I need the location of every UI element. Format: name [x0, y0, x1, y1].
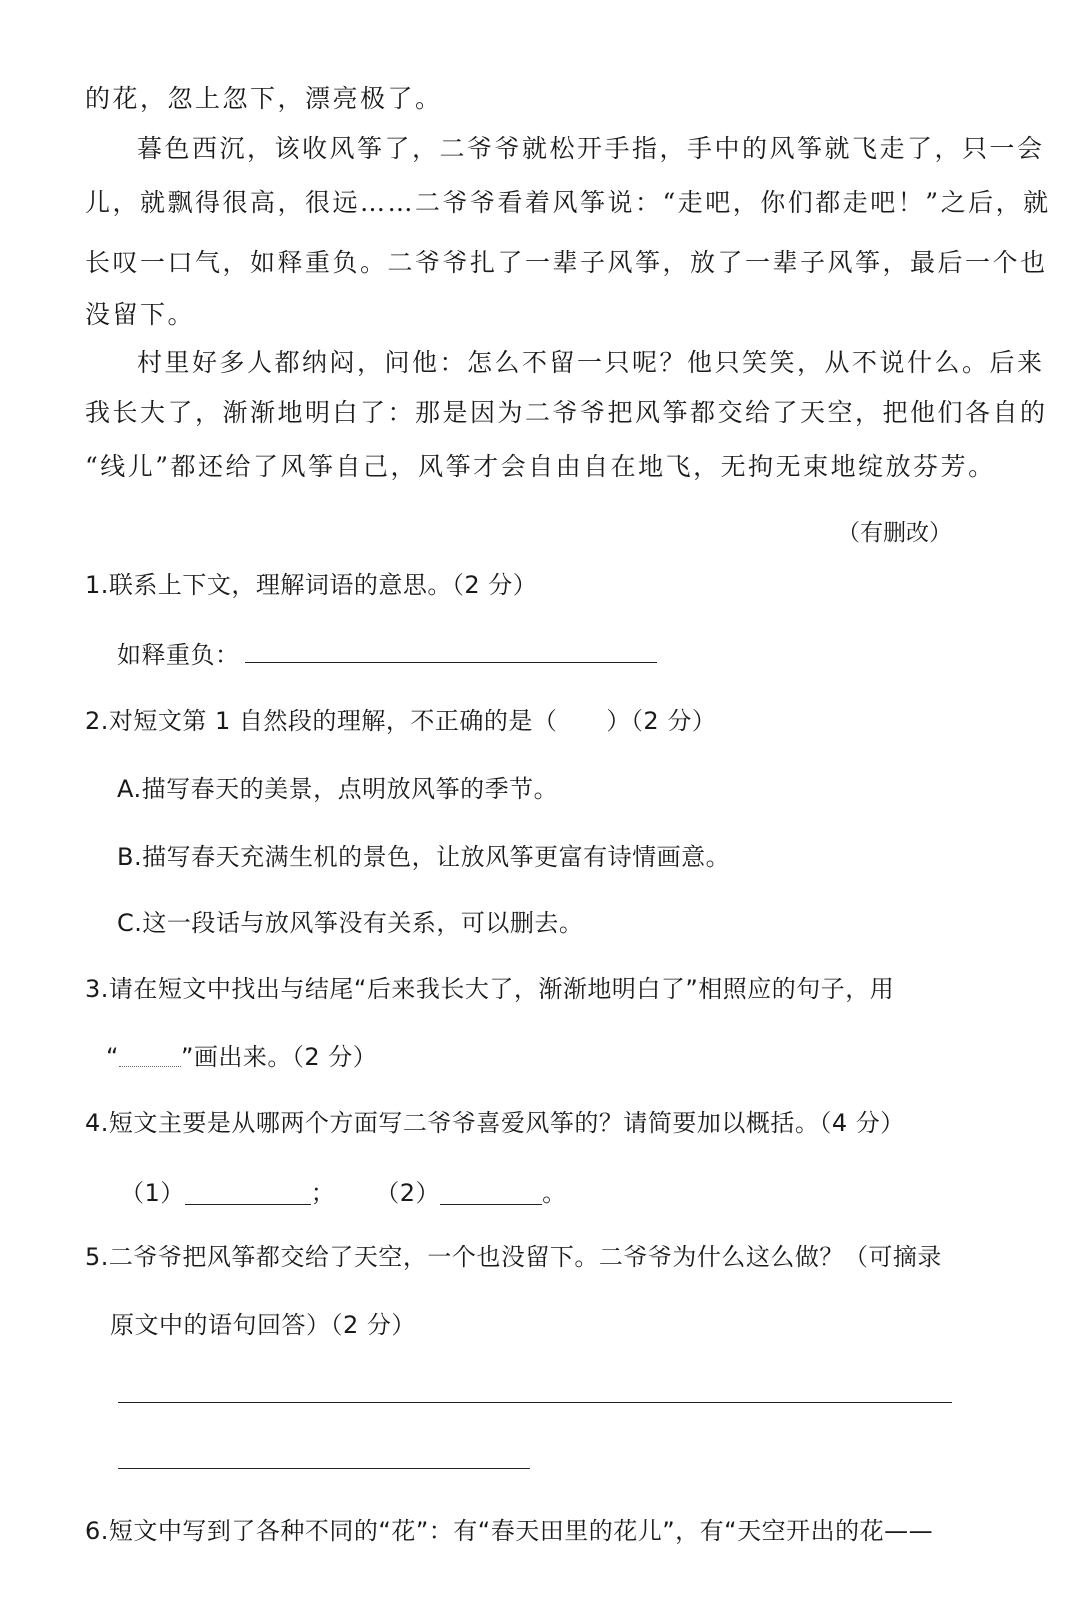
question-4: 4.短文主要是从哪两个方面写二爷爷喜爱风筝的？请简要加以概括。（4 分）: [85, 1109, 905, 1137]
q4-answer-2-line[interactable]: [440, 1180, 542, 1205]
question-1: 1.联系上下文，理解词语的意思。（2 分）: [85, 571, 538, 599]
question-2: 2.对短文第 1 自然段的理解，不正确的是（ ）（2 分）: [85, 707, 717, 735]
q4-end: 。: [542, 1179, 567, 1207]
q2-option-a: A.描写春天的美景，点明放风筝的季节。: [117, 775, 559, 803]
wavy-line-sample: [119, 1054, 181, 1067]
q3-close-text: ”画出来。（2 分）: [180, 1043, 378, 1071]
question-5-cont: 原文中的语句回答）（2 分）: [110, 1311, 416, 1339]
q4-part2-label: （2）: [375, 1179, 441, 1207]
passage-line: 长叹一口气，如释重负。二爷爷扎了一辈子风筝，放了一辈子风筝，最后一个也: [85, 248, 1048, 277]
passage-line: 没留下。: [85, 300, 196, 329]
passage-line: 的花，忽上忽下，漂亮极了。: [85, 84, 443, 113]
passage-line: 暮色西沉，该收风筝了，二爷爷就松开手指，手中的风筝就飞走了，只一会: [137, 134, 1045, 163]
q4-separator: ；: [310, 1179, 336, 1207]
q5-answer-line-2[interactable]: [118, 1468, 530, 1469]
q4-answers: [120, 1178, 1000, 1208]
question-3-cont: [106, 1042, 986, 1072]
question-5: 5.二爷爷把风筝都交给了天空，一个也没留下。二爷爷为什么这么做？（可摘录: [85, 1243, 942, 1271]
q3-open-quote: “: [106, 1043, 119, 1071]
q2-option-c: C.这一段话与放风筝没有关系，可以删去。: [117, 909, 584, 937]
q2-option-b: B.描写春天充满生机的景色，让放风筝更富有诗情画意。: [117, 843, 731, 871]
passage-line: 我长大了，渐渐地明白了：那是因为二爷爷把风筝都交给了天空，把他们各自的: [85, 398, 1048, 427]
q5-answer-line-1[interactable]: [118, 1402, 952, 1403]
q4-part1-label: （1）: [120, 1179, 185, 1207]
passage-line: 儿，就飘得很高，很远……二爷爷看着风筝说：“走吧，你们都走吧！”之后，就: [85, 188, 1051, 217]
source-note: （有删改）: [837, 520, 952, 546]
question-6: 6.短文中写到了各种不同的“花”：有“春天田里的花儿”，有“天空开出的花——: [85, 1517, 934, 1545]
passage-line: “线儿”都还给了风筝自己，风筝才会自由自在地飞，无拘无束地绽放芬芳。: [85, 452, 996, 481]
q1-label: 如释重负：: [117, 641, 240, 669]
question-3: 3.请在短文中找出与结尾“后来我长大了，渐渐地明白了”相照应的句子，用: [85, 975, 895, 1003]
q1-answer-line[interactable]: [245, 662, 657, 663]
passage-line: 村里好多人都纳闷，问他：怎么不留一只呢？他只笑笑，从不说什么。后来: [137, 348, 1045, 377]
q4-answer-1-line[interactable]: [185, 1180, 311, 1205]
